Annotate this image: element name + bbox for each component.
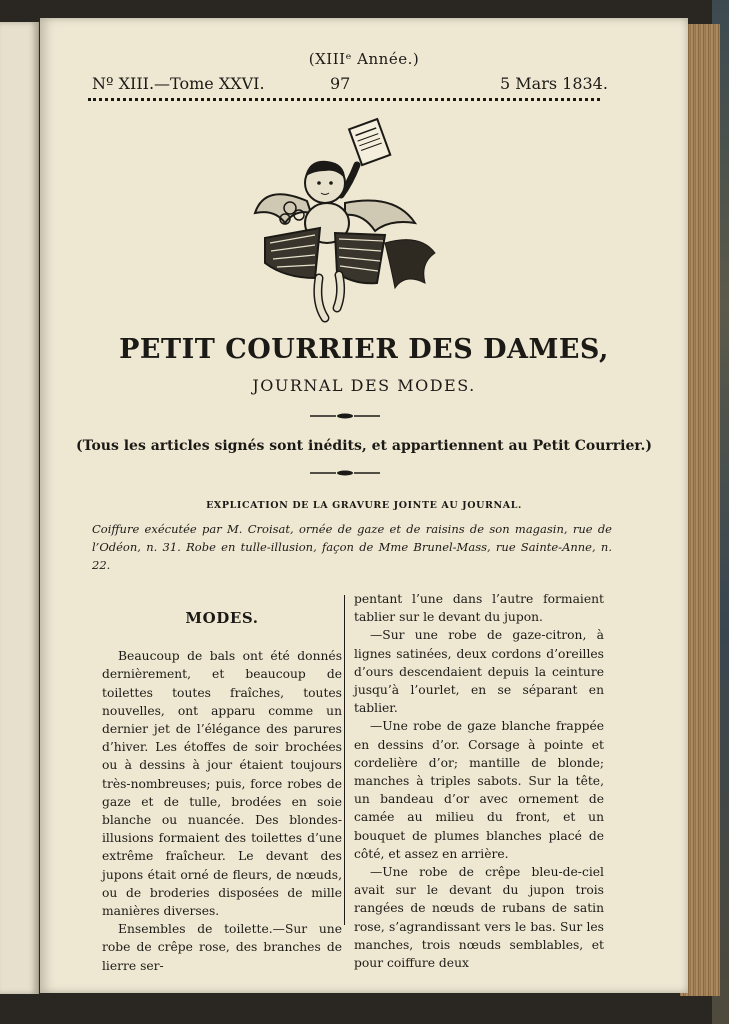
article-paragraph: pentant l’une dans l’autre formaient tablier sur le devant du jupon. <box>354 592 604 625</box>
page-number: 97 <box>330 74 351 93</box>
explanation-text: Coiffure exécutée par M. Croisat, ornée de gaze et de raisins de son magasin, rue de l’Odéon, n. 31. Robe en tulle-illusion, façon de Mme Brunel-Mass, rue Sainte-Anne, n. 22. <box>92 522 612 572</box>
article-column-left <box>102 595 342 975</box>
explanation-heading: EXPLICATION DE LA GRAVURE JOINTE AU JOURNAL. <box>206 500 522 511</box>
article-paragraph: Beaucoup de bals ont été donnés dernièrement, et beaucoup de toilettes toutes fraîches, toutes nouvelles, ont apparu comme un dernier jet de l’élégance des parures d’hiver. Les étoffes de soir brochées ou à dessins à jour étaient toujours très-nombreuses; puis, force robes de gaze et de tulle, brodées en soie blanche ou nuancée. Des blondes-illusions formaient des toilettes d’une extrême fraîcheur. Le devant des jupons était orné de fleurs, de nœuds, ou de broderies disposées de mille manières diverses. <box>102 649 342 919</box>
issue-date: 5 Mars 1834. <box>500 74 608 93</box>
facing-page-edge <box>0 22 39 994</box>
article-paragraph: —Une robe de gaze blanche frappée en dessins d’or. Corsage à pointe et cordelière d’or; mantille de blonde; manches à triples sabots. Sur la tête, un bandeau d’or avec ornement de camée au milieu du front, et un bouquet de plumes blanches placé de côté, et assez en arrière. <box>354 719 604 861</box>
issue-number: Nº XIII.—Tome XXVI. <box>92 74 265 93</box>
column-divider <box>344 595 345 925</box>
article-paragraph: —Une robe de crêpe bleu-de-ciel avait sur le devant du jupon trois rangées de nœuds de rubans de satin rose, s’agrandissant vers le bas. Sur les manches, trois nœuds semblables, et pour coiffure deux <box>354 865 604 971</box>
article-column-right <box>354 590 604 972</box>
cherub-emblem-icon <box>245 113 445 328</box>
article-heading: MODES. <box>185 609 259 627</box>
masthead-subtitle: JOURNAL DES MODES. <box>252 376 476 395</box>
ornament-divider-icon <box>310 470 380 476</box>
article-paragraph: —Sur une robe de gaze-citron, à lignes satinées, deux cordons d’oreilles d’ours descendaient depuis la ceinture jusqu’à l’ourlet, en se séparant en tablier. <box>354 628 604 716</box>
rights-note: (Tous les articles signés sont inédits, et appartiennent au Petit Courrier.) <box>76 438 652 454</box>
journal-page <box>40 18 688 993</box>
masthead-title: PETIT COURRIER DES DAMES, <box>119 334 609 365</box>
header-rule <box>88 98 600 105</box>
ornament-divider-icon <box>310 413 380 419</box>
article-paragraph: Ensembles de toilette.—Sur une robe de crêpe rose, des branches de lierre ser- <box>102 922 342 973</box>
year-line: (XIIIᵉ Année.) <box>308 50 420 68</box>
